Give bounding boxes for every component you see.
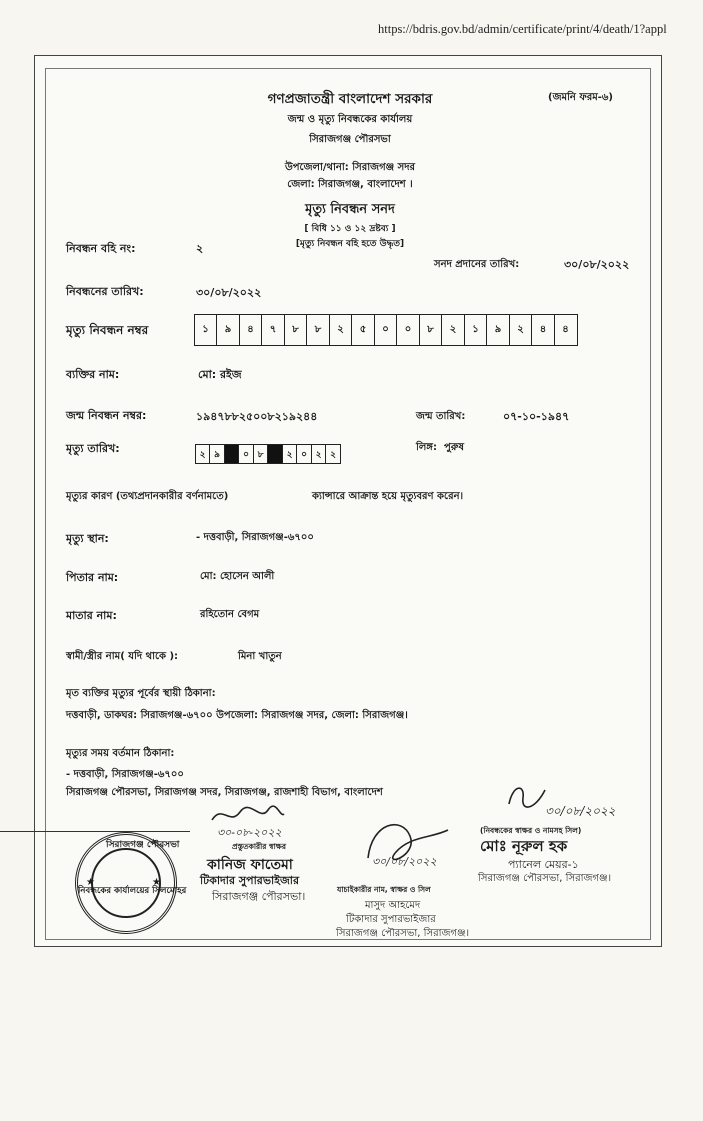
verifier-date: ৩০/০৮/২০২২ [372, 855, 437, 868]
death-reg-digit: ১ [464, 314, 488, 346]
present-address-line2: সিরাজগঞ্জ পৌরসভা, সিরাজগঞ্জ সদর, সিরাজগঞ্জ, রাজশাহী বিভাগ, বাংলাদেশ [66, 787, 383, 798]
spouse-name-value: মিনা খাতুন [238, 651, 282, 662]
verifier-title: টিকাদার সুপারভাইজার [346, 914, 436, 925]
permanent-address-label: মৃত ব্যক্তির মৃত্যুর পূর্বের স্থায়ী ঠিকানা: [66, 688, 216, 699]
verifier-name: মাসুদ আহমেদ [365, 900, 421, 911]
sex-label: লিঙ্গ: [416, 442, 437, 453]
death-reg-digit: ৫ [351, 314, 375, 346]
present-address-label: মৃত্যুর সময় বর্তমান ঠিকানা: [66, 748, 175, 759]
municipality-name: সিরাজগঞ্জ পৌরসভা [309, 134, 391, 145]
death-reg-digit: ২ [441, 314, 465, 346]
seal-star-left: ★ [86, 877, 95, 888]
permanent-address-value: দত্তবাড়ী, ডাকঘর: সিরাজগঞ্জ-৬৭০০ উপজেলা: সিরাজগঞ্জ সদর, জেলা: সিরাজগঞ্জ। [66, 710, 408, 721]
death-date-digit: ০ [238, 444, 254, 464]
certificate-title: মৃত্যু নিবন্ধন সনদ [305, 202, 395, 217]
registrar-name: মোঃ নূরুল হক [480, 837, 568, 855]
rule-reference: [ বিধি ১১ ও ১২ দ্রষ্টব্য ] [304, 224, 396, 234]
death-reg-digit: ৯ [486, 314, 510, 346]
preparer-name: কানিজ ফাতেমা [207, 857, 293, 873]
person-name-label: ব্যক্তির নাম: [66, 368, 120, 381]
seal-text: সিরাজগঞ্জ পৌরসভা [106, 840, 180, 850]
preparer-title: টিকাদার সুপারভাইজার [200, 874, 300, 887]
death-place-value: - দত্তবাড়ী, সিরাজগঞ্জ-৬৭০০ [196, 532, 314, 543]
death-reg-digit: ০ [374, 314, 398, 346]
verifier-office: সিরাজগঞ্জ পৌরসভা, সিরাজগঞ্জ। [336, 928, 470, 939]
source-note: [মৃত্যু নিবন্ধন বহি হতে উদ্ধৃত] [295, 239, 405, 249]
father-name-value: মো: হোসেন আলী [200, 571, 275, 582]
preparer-caption: প্রস্তুতকারীর স্বাক্ষর [232, 842, 286, 851]
issue-date-label: সনদ প্রদানের তারিখ: [434, 259, 520, 270]
registration-date-value: ৩০/০৮/২০২২ [196, 286, 262, 299]
mother-name-value: রহিতোন বেগম [200, 609, 260, 620]
death-reg-digit: ৪ [531, 314, 555, 346]
birth-date-label: জন্ম তারিখ: [416, 411, 466, 422]
death-reg-digit: ৭ [261, 314, 285, 346]
death-date-digit: ২ [325, 444, 341, 464]
death-date-digit: ২ [195, 444, 211, 464]
spouse-name-label: স্বামী/স্ত্রীর নাম( যদি থাকে ): [66, 651, 179, 662]
seal-star-right: ★ [152, 877, 161, 888]
sex-value: পুরুষ [444, 442, 464, 453]
government-title: গণপ্রজাতন্ত্রী বাংলাদেশ সরকার [267, 91, 433, 107]
death-reg-digit: ৪ [554, 314, 578, 346]
upazila-line: উপজেলা/থানা: সিরাজগঞ্জ সদর [284, 162, 416, 173]
preparer-date: ৩০-০৮-২০২২ [217, 826, 282, 839]
verifier-caption: যাচাইকারীর নাম, স্বাক্ষর ও সিল [337, 885, 431, 894]
death-date-digit: ০ [296, 444, 312, 464]
death-date-digit: ৯ [209, 444, 225, 464]
death-reg-digit: ৮ [419, 314, 443, 346]
print-url: https://bdris.gov.bd/admin/certificate/print/4/death/1?appl [378, 22, 667, 36]
death-date-label: মৃত্যু তারিখ: [66, 442, 120, 455]
death-reg-digit: ৯ [216, 314, 240, 346]
death-reg-digit: ২ [329, 314, 353, 346]
margin-line [0, 831, 190, 832]
birth-reg-no-value: ১৯৪৭৮৮২৫০০৮২১৯২৪৪ [196, 410, 318, 423]
death-reg-no-boxes [195, 314, 578, 346]
present-address-line1: - দত্তবাড়ী, সিরাজগঞ্জ-৬৭০০ [66, 769, 184, 780]
death-reg-no-label: মৃত্যু নিবন্ধন নম্বর [66, 323, 149, 337]
person-name-value: মো: রইজ [198, 368, 242, 381]
register-book-value: ২ [196, 242, 204, 255]
registrar-title: প্যানেল মেয়র-১ [508, 858, 579, 871]
death-reg-digit: ৮ [284, 314, 308, 346]
birth-reg-no-label: জন্ম নিবন্ধন নম্বর: [66, 409, 147, 422]
death-reg-digit: ০ [396, 314, 420, 346]
father-name-label: পিতার নাম: [66, 571, 119, 584]
seal-caption: নিবন্ধকের কার্যালয়ের সিলমোহর [78, 886, 187, 896]
death-date-digit: ৮ [253, 444, 269, 464]
register-book-label: নিবন্ধন বহি নং: [66, 242, 136, 255]
preparer-office: সিরাজগঞ্জ পৌরসভা। [212, 890, 306, 903]
registration-date-label: নিবন্ধনের তারিখ: [66, 285, 144, 298]
death-date-digit: ২ [282, 444, 298, 464]
death-place-label: মৃত্যু স্থান: [66, 532, 109, 545]
death-date-boxes [196, 444, 341, 464]
death-reg-digit: ১ [194, 314, 218, 346]
issue-date-value: ৩০/০৮/২০২২ [564, 258, 630, 271]
death-date-digit: ২ [311, 444, 327, 464]
death-reg-digit: ৪ [239, 314, 263, 346]
death-reg-digit: ৮ [306, 314, 330, 346]
registrar-date: ৩০/০৮/২০২২ [545, 804, 616, 818]
registrar-office: সিরাজগঞ্জ পৌরসভা, সিরাজগঞ্জ। [478, 873, 612, 884]
registrar-signature [505, 782, 550, 812]
municipality-seal [75, 832, 180, 934]
office-name: জন্ম ও মৃত্যু নিবন্ধকের কার্যালয় [287, 114, 413, 125]
registrar-caption: (নিবন্ধকের স্বাক্ষর ও নামসহ সিল) [480, 826, 582, 835]
mother-name-label: মাতার নাম: [66, 609, 117, 622]
death-cause-label: মৃত্যুর কারণ (তথ্যপ্রদানকারীর বর্ণনামতে) [66, 491, 229, 502]
form-number: (জমনি ফরম-৬) [548, 92, 613, 103]
district-line: জেলা: সিরাজগঞ্জ, বাংলাদেশ । [287, 179, 413, 190]
death-cause-value: ক্যান্সারে আক্রান্ত হয়ে মৃত্যুবরণ করেন। [312, 491, 464, 502]
birth-date-value: ০৭-১০-১৯৪৭ [503, 410, 570, 423]
death-reg-digit: ২ [509, 314, 533, 346]
